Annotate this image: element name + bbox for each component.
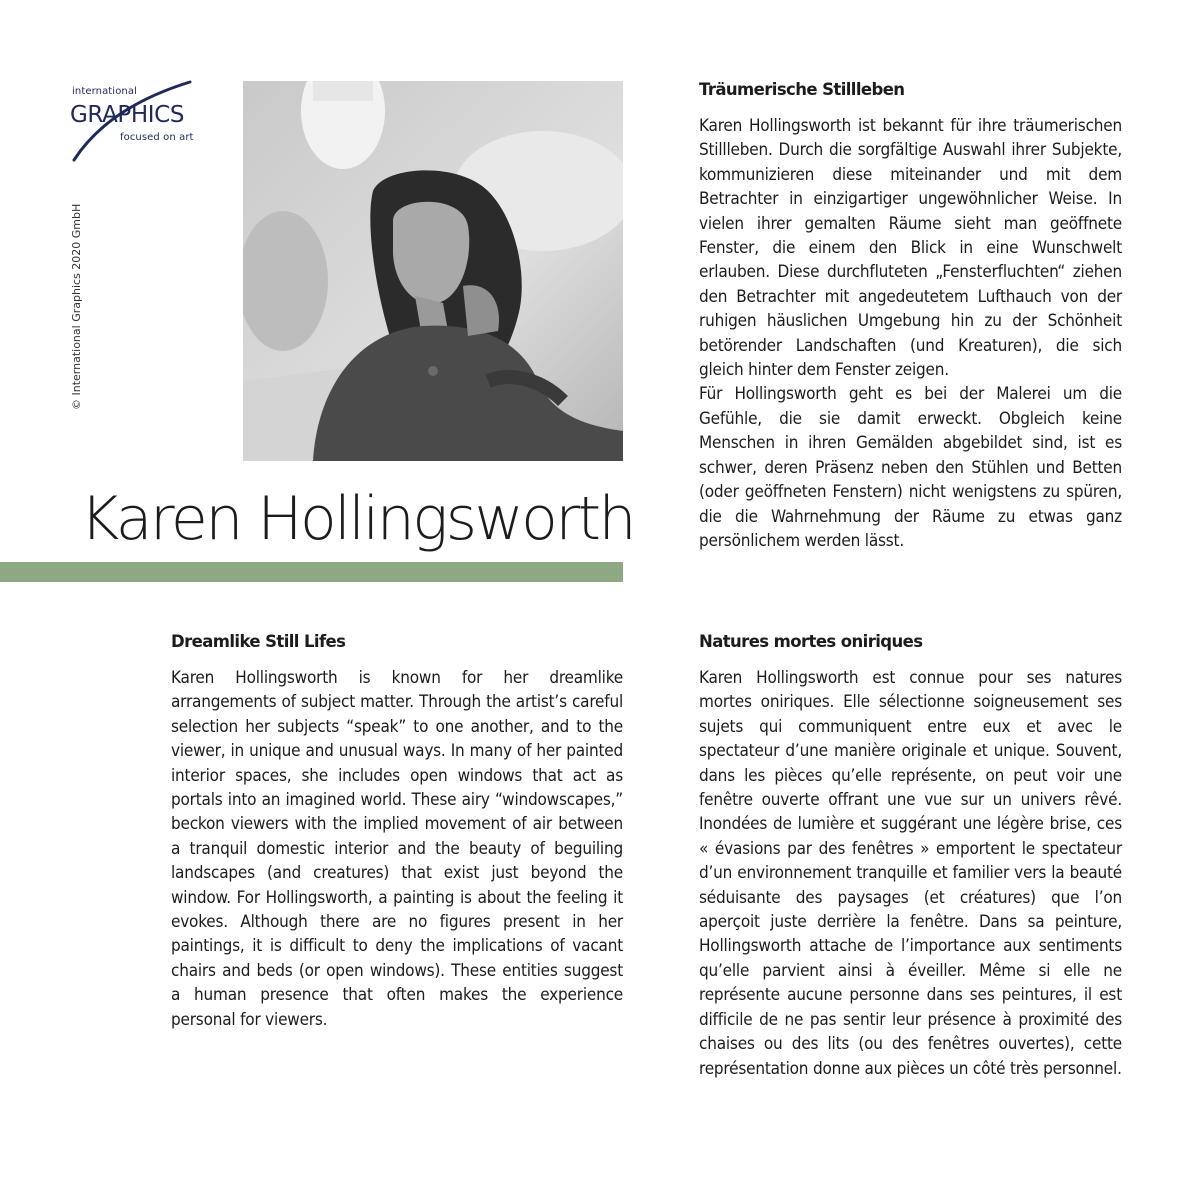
copyright-notice: © International Graphics 2020 GmbH — [70, 203, 83, 410]
german-paragraph-1: Karen Hollingsworth ist bekannt für ihre träumerischen Stillleben. Durch die sorgfältige Auswahl ihrer Subjekte, kommunizieren diese miteinander und mit dem Betrachter in einzigartiger ungewöhnlicher Weise. In vielen ihrer gemalten Räume sieht man geöffnete Fenster, die einem den Blick in eine Wunschwelt erlauben. Diese durchfluteten „Fensterfluchten“ ziehen den Betrachter mit angedeutetem Lufthauch von der ruhigen häuslichen Umgebung hin zu der Schönheit betörender Landschaften (und Kreaturen), die sich gleich hinter dem Fenster zeigen. — [699, 116, 1122, 381]
english-paragraph: Karen Hollingsworth is known for her dreamlike arrangements of subject matter. Through the artist’s careful selection her subjects “speak” to one another, and to the viewer, in unique and unusual ways. In many of her painted interior spaces, she includes open windows that act as portals into an imagined world. These airy “windowscapes,” beckon viewers with the implied movement of air between a tranquil domestic interior and the beauty of beguiling landscapes (and creatures) that exist just beyond the window. For Hollingsworth, a painting is about the feeling it evokes. Although there are no figures present in her paintings, it is difficult to deny the implications of vacant chairs and beds (or open windows). These entities suggest a human presence that often makes the experience personal for viewers. — [171, 668, 623, 1030]
international-graphics-logo — [68, 78, 198, 168]
accent-divider-bar — [0, 562, 623, 582]
artist-name-heading: Karen Hollingsworth — [80, 484, 635, 554]
logo-tagline-text: focused on art — [120, 132, 194, 143]
french-section-title: Natures mortes oniriques — [699, 632, 923, 651]
english-section-title: Dreamlike Still Lifes — [171, 632, 346, 651]
german-paragraph-2: Für Hollingsworth geht es bei der Malerei um die Gefühle, die sie damit erweckt. Obgleich keine Menschen in ihren Gemälden abgebildet sind, ist es schwer, deren Präsenz neben den Stühlen und Betten (oder geöffneten Fenstern) nicht wenigstens zu spüren, die die Wahrnehmung der Räume zu etwas ganz persönlichem werden lässt. — [699, 384, 1122, 551]
german-text-section — [699, 76, 1122, 553]
artist-portrait-photo — [243, 81, 623, 461]
logo-graphics-text: GRAPHICS — [70, 102, 185, 128]
french-paragraph: Karen Hollingsworth est connue pour ses natures mortes oniriques. Elle sélectionne soigneusement ses sujets qui communiquent entre eux et avec le spectateur d’une manière originale et unique. Souvent, dans les pièces qu’elle représente, on peut voir une fenêtre ouverte offrant une vue sur un univers rêvé. Inondées de lumière et suggérant une légère brise, ces « évasions par des fenêtres » emportent le spectateur d’un environnement tranquille et familier vers la beauté séduisante des paysages (et créatures) que l’on aperçoit juste derrière la fenêtre. Dans sa peinture, Hollingsworth attache de l’importance aux sentiments qu’elle parvient ainsi à éveiller. Même si elle ne représente aucune personne dans ses peintures, il est difficile de ne pas sentir leur présence à proximité des chaises ou des lits (ou des fenêtres ouvertes), cette représentation donne aux pièces un côté très personnel. — [699, 668, 1122, 1079]
portrait-image — [243, 81, 623, 461]
french-text-section — [699, 628, 1122, 1081]
english-text-section — [171, 628, 623, 1032]
german-section-title: Träumerische Stillleben — [699, 80, 905, 99]
logo-international-text: international — [72, 86, 137, 97]
